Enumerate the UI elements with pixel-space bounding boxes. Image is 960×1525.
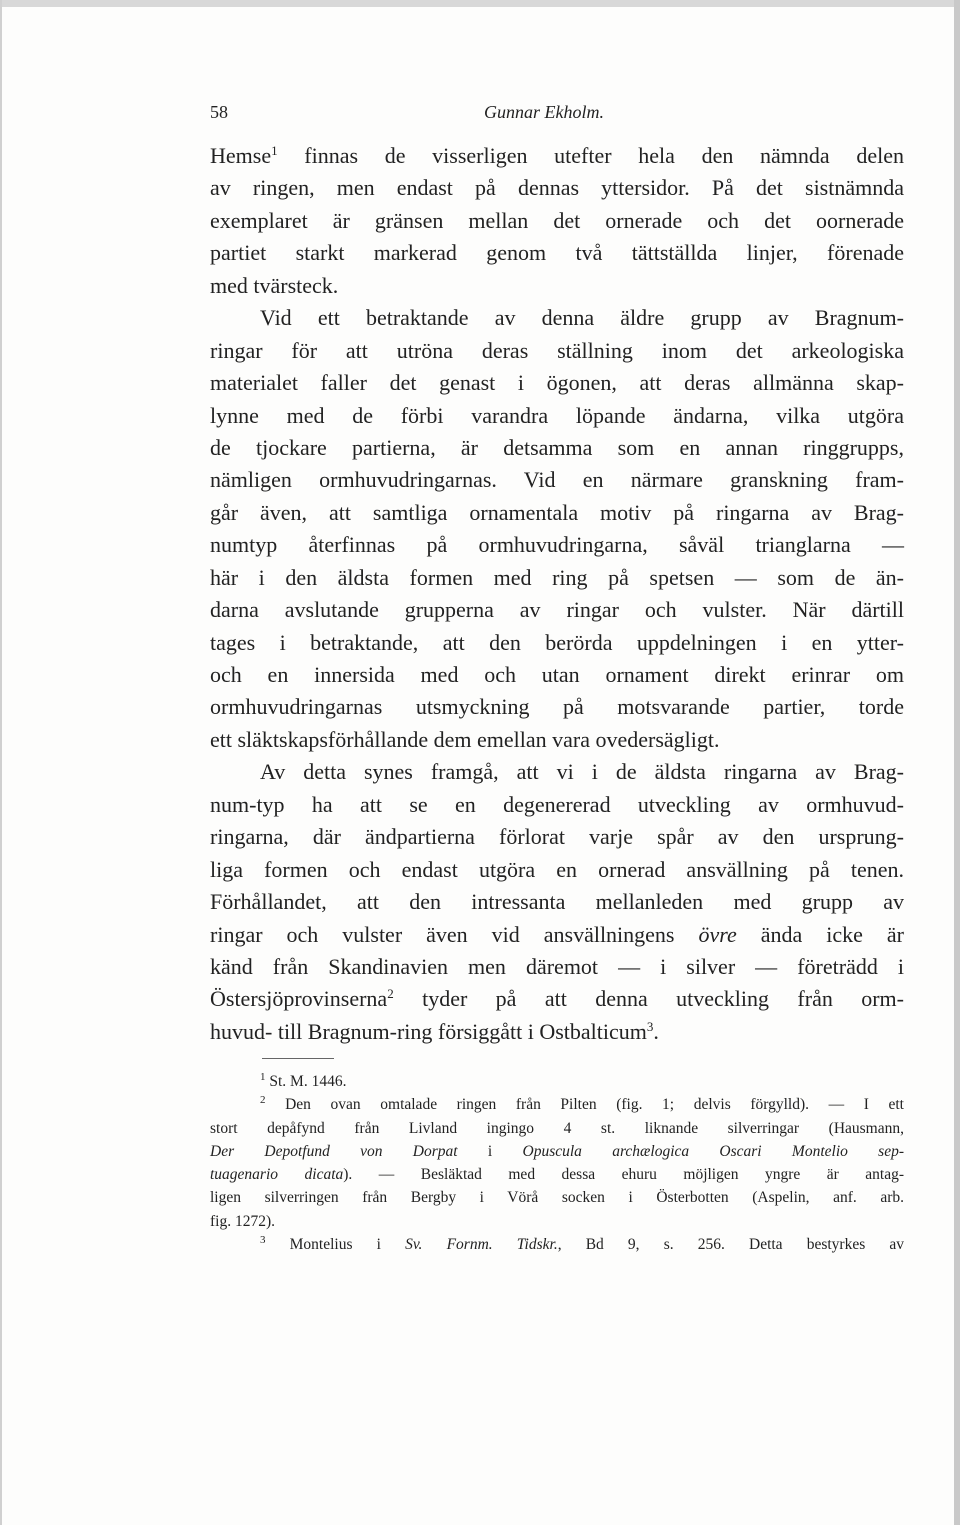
text-line: de tjockare partierna, är detsamma som en annan ringgrupps, (210, 434, 904, 460)
page-number: 58 (210, 102, 228, 122)
text-line: ormhuvudringarnas utsmyckning på motsvarande partier, torde (210, 694, 904, 720)
footnote-ref: 1 (271, 143, 278, 158)
text-line: darna avslutande grupperna av ringar och vulster. När därtill (210, 597, 904, 623)
text-line: med tvärsteck. (210, 272, 339, 298)
text-line: Östersjöprovinserna$^2$ tyder på att denna utveckling från orm- (210, 986, 904, 1012)
footnote-mark: 3 (260, 1234, 266, 1247)
page-header (210, 102, 904, 128)
text-line: huvud- till Bragnum-ring försiggått i Ostbalticum$^3$. (210, 1018, 659, 1044)
text-line: materialet faller det genast i ögonen, att deras allmänna skap- (210, 370, 904, 396)
text-line: partiet starkt markerad genom två tättställda linjer, förenade (210, 240, 904, 266)
footnotes (210, 1070, 904, 1256)
body-text (210, 140, 904, 1048)
running-head: Gunnar Ekholm. (484, 102, 604, 122)
footnote-line: tuagenario dicata). — Besläktad med dessa ehuru möjligen yngre är antag- (210, 1166, 904, 1184)
text-line: och en innersida med och utan ornament direkt erinrar om (210, 662, 904, 687)
text-line: nämligen ormhuvudringarnas. Vid en närmare granskning fram- (210, 467, 904, 493)
text-line: Av detta synes framgå, att vi i de äldsta ringarna av Brag- (260, 759, 904, 785)
text-line: går även, att samtliga ornamentala motiv på ringarna av Brag- (210, 499, 904, 525)
footnote-line: stort depåfynd från Livland ingingo 4 st. liknande silverringar (Hausmann, (210, 1119, 904, 1137)
text-line: exemplaret är gränsen mellan det ornerade och det oornerade (210, 207, 904, 233)
text-line: ringarna, där ändpartierna förlorat varje spår av den ursprung- (210, 824, 904, 850)
footnote-mark: 1 (260, 1071, 266, 1083)
text-line: tages i betraktande, att den berörda uppdelningen i en ytter- (210, 629, 904, 655)
text-line: num-typ ha att se en degenererad utveckling av ormhuvud- (210, 791, 904, 817)
italic-word: övre (698, 921, 737, 947)
text-line: här i den äldsta formen med ring på spetsen — som de än- (210, 564, 904, 590)
text-line: ringar för att utröna deras ställning inom det arkeologiska (210, 337, 904, 363)
footnote-line: ligen silverringen från Bergby i Vörå socken i Österbotten (Aspelin, anf. arb. (210, 1189, 904, 1207)
footnote-line: fig. 1272). (210, 1212, 276, 1230)
footnote-2: $^2$ Den ovan omtalade ringen från Pilten (fig. 1; delvis förgylld). — I ett (260, 1094, 904, 1114)
scan-edge-right (954, 0, 960, 1525)
text-line: av ringen, men endast på dennas yttersidor. På det sistnämnda (210, 175, 904, 201)
text-line: numtyp återfinnas på ormhuvudringarna, såväl trianglarna — (210, 532, 904, 558)
scan-edge-left (0, 0, 2, 1525)
footnote-mark: 2 (260, 1094, 266, 1107)
footnote-line: Der Depotfund von Dorpat i Opuscula archælogica Oscari Montelio sep- (210, 1142, 904, 1160)
text-line: ringar och vulster även vid ansvällningens övre ända icke är (210, 921, 904, 947)
text-line: liga formen och endast utgöra en ornerad ansvällning på tenen. (210, 856, 904, 882)
footnote-divider (262, 1058, 334, 1059)
text-line: Vid ett betraktande av denna äldre grupp av Bragnum- (260, 305, 904, 331)
text-line: känd från Skandinavien men däremot — i silver — företrädd i (210, 953, 904, 979)
footnote-1: $^1$ St. M. 1446. (260, 1071, 347, 1090)
text-line: Hemse$^1$ finnas de visserligen utefter hela den nämnda delen (210, 143, 904, 168)
text-line: Förhållandet, att den intressanta mellanleden med grupp av (210, 889, 904, 915)
footnote-3: $^3$ Montelius i Sv. Fornm. Tidskr., Bd 9, s. 256. Detta bestyrkes av (260, 1234, 904, 1254)
text-line: ett släktskapsförhållande dem emellan vara ovedersägligt. (210, 726, 720, 752)
footnote-ref: 2 (387, 986, 394, 1002)
scan-edge-top (0, 0, 960, 7)
text-line: lynne med de förbi varandra löpande ändarna, vilka utgöra (210, 402, 904, 428)
footnote-ref: 3 (646, 1018, 654, 1034)
